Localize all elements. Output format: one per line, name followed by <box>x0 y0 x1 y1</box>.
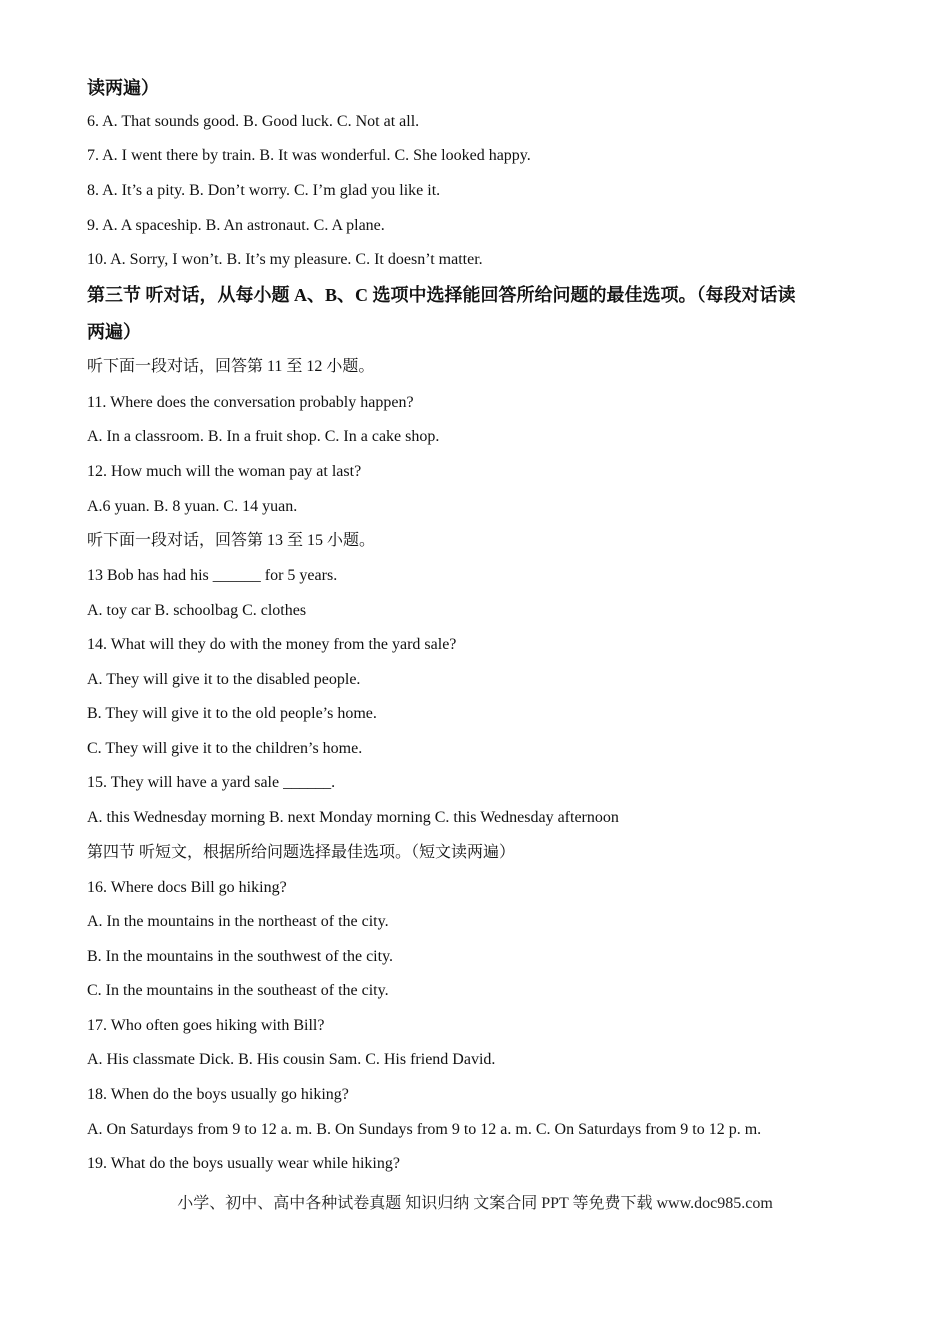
question-line: 10. A. Sorry, I won’t. B. It’s my pleasure. C. It doesn’t matter. <box>87 251 483 268</box>
option-line: C. They will give it to the children’s home. <box>87 740 363 757</box>
option-line: A. this Wednesday morning B. next Monday morning C. this Wednesday afternoon <box>87 809 619 826</box>
question-line: 18. When do the boys usually go hiking? <box>87 1086 349 1103</box>
instruction-line: 听下面一段对话，回答第 13 至 15 小题。 <box>87 532 376 549</box>
option-line: A. In the mountains in the northeast of the city. <box>87 913 389 930</box>
section-heading: 第三节 听对话，从每小题 A、B、C 选项中选择能回答所给问题的最佳选项。（每段对话读 <box>87 285 796 305</box>
option-line: A. toy car B. schoolbag C. clothes <box>87 602 307 619</box>
question-line: 15. They will have a yard sale ______. <box>87 774 336 791</box>
option-line: A. His classmate Dick. B. His cousin Sam. C. His friend David. <box>87 1051 496 1068</box>
question-line: 11. Where does the conversation probably happen? <box>87 394 414 411</box>
option-line: A. On Saturdays from 9 to 12 a. m. B. On Sundays from 9 to 12 a. m. C. On Saturdays from 9 to 12 p. m. <box>87 1121 762 1138</box>
option-line: C. In the mountains in the southeast of the city. <box>87 982 389 999</box>
question-line: 19. What do the boys usually wear while hiking? <box>87 1155 400 1172</box>
option-line: A.6 yuan. B. 8 yuan. C. 14 yuan. <box>87 498 298 515</box>
question-line: 9. A. A spaceship. B. An astronaut. C. A plane. <box>87 217 385 234</box>
question-line: 8. A. It’s a pity. B. Don’t worry. C. I’m glad you like it. <box>87 182 441 199</box>
question-line: 6. A. That sounds good. B. Good luck. C. Not at all. <box>87 113 420 130</box>
option-line: A. They will give it to the disabled people. <box>87 671 361 688</box>
page-footer: 小学、初中、高中各种试卷真题 知识归纳 文案合同 PPT 等免费下载 www.doc985.com <box>177 1195 773 1212</box>
section-heading: 两遍） <box>87 322 141 342</box>
option-line: B. In the mountains in the southwest of the city. <box>87 948 394 965</box>
question-line: 16. Where docs Bill go hiking? <box>87 879 287 896</box>
question-line: 13 Bob has had his ______ for 5 years. <box>87 567 338 584</box>
option-line: A. In a classroom. B. In a fruit shop. C. In a cake shop. <box>87 428 440 445</box>
option-line: B. They will give it to the old people’s home. <box>87 705 377 722</box>
section-heading: 第四节 听短文，根据所给问题选择最佳选项。（短文读两遍） <box>87 844 516 861</box>
question-line: 17. Who often goes hiking with Bill? <box>87 1017 325 1034</box>
text-line: 读两遍） <box>87 78 159 98</box>
question-line: 7. A. I went there by train. B. It was wonderful. C. She looked happy. <box>87 147 531 164</box>
question-line: 12. How much will the woman pay at last? <box>87 463 362 480</box>
instruction-line: 听下面一段对话，回答第 11 至 12 小题。 <box>87 358 375 375</box>
question-line: 14. What will they do with the money from the yard sale? <box>87 636 457 653</box>
